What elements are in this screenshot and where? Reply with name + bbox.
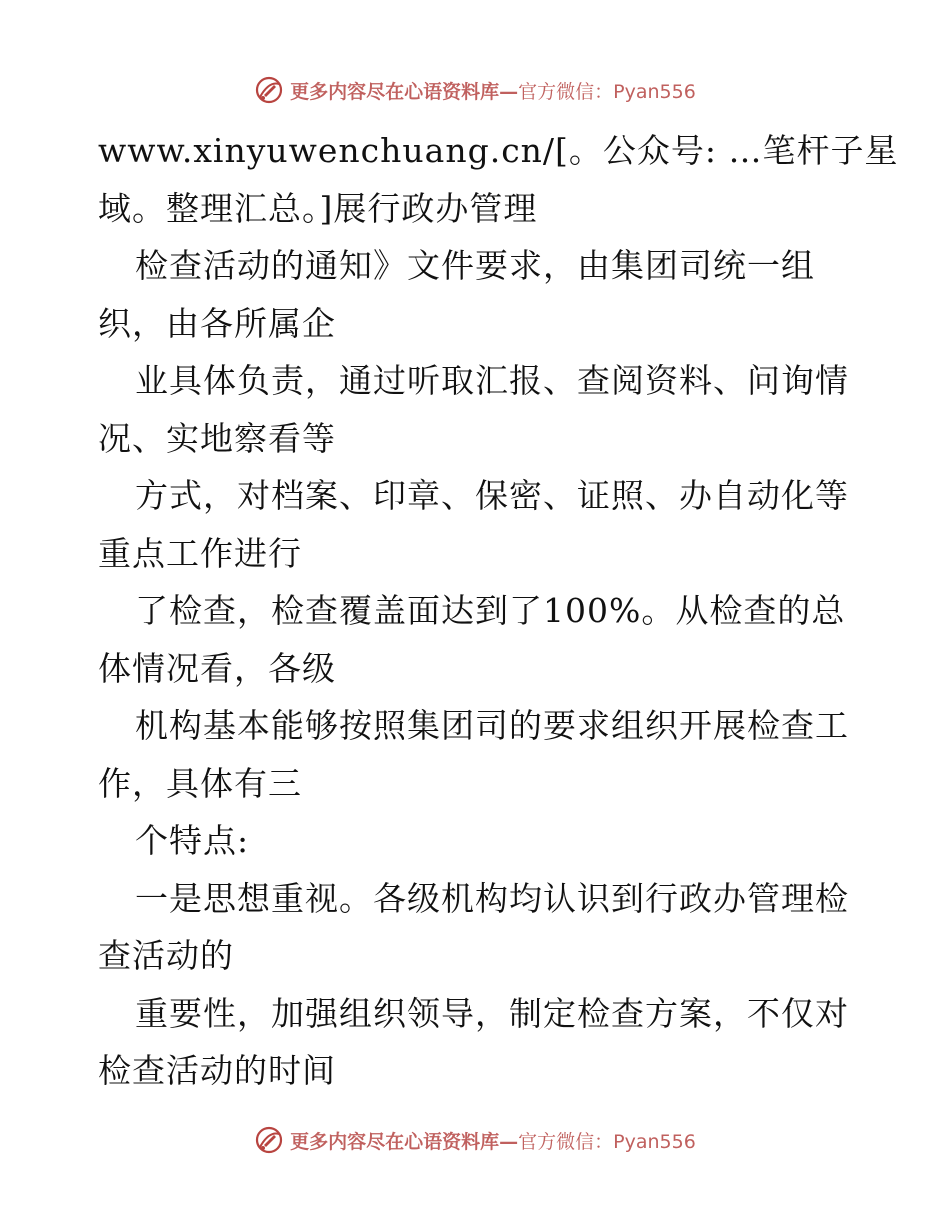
text-line: www.xinyuwenchuang.cn/[。公众号: …笔杆子星 xyxy=(98,131,899,170)
text-line: 重要性，加强组织领导，制定检查方案，不仅对 xyxy=(135,993,849,1033)
text-line: 查活动的 xyxy=(98,936,234,975)
banner-wechat: 官方微信：Pyan556 xyxy=(518,80,696,103)
text-line: 重点工作进行 xyxy=(98,533,302,573)
text-line: 个特点: xyxy=(135,821,250,860)
banner-wechat: 官方微信：Pyan556 xyxy=(518,1130,696,1153)
text-line: 机构基本能够按照集团司的要求组织开展检查工 xyxy=(135,706,849,745)
banner-text: 更多内容尽在心语资料库— xyxy=(290,80,519,103)
text-line: 检查活动的时间 xyxy=(98,1051,336,1090)
text-line: 况、实地察看等 xyxy=(98,418,336,458)
document-body xyxy=(98,122,899,1100)
text-line: 了检查，检查覆盖面达到了100%。从检查的总 xyxy=(135,591,846,630)
pen-logo-icon xyxy=(254,1125,284,1155)
text-line: 域。整理汇总。]展行政办管理 xyxy=(98,188,538,228)
pen-logo-icon xyxy=(254,75,284,105)
text-line: 体情况看，各级 xyxy=(98,648,336,688)
banner-text: 更多内容尽在心语资料库— xyxy=(290,1130,519,1153)
header-banner xyxy=(0,70,950,110)
text-line: 作，具体有三 xyxy=(98,763,302,803)
footer-banner xyxy=(0,1120,950,1160)
text-line: 检查活动的通知》文件要求，由集团司统一组 xyxy=(135,246,815,285)
text-line: 一是思想重视。各级机构均认识到行政办管理检 xyxy=(135,878,849,918)
text-line: 织，由各所属企 xyxy=(98,303,336,343)
text-line: 方式，对档案、印章、保密、证照、办自动化等 xyxy=(135,476,849,515)
text-line: 业具体负责，通过听取汇报、查阅资料、问询情 xyxy=(135,361,849,400)
